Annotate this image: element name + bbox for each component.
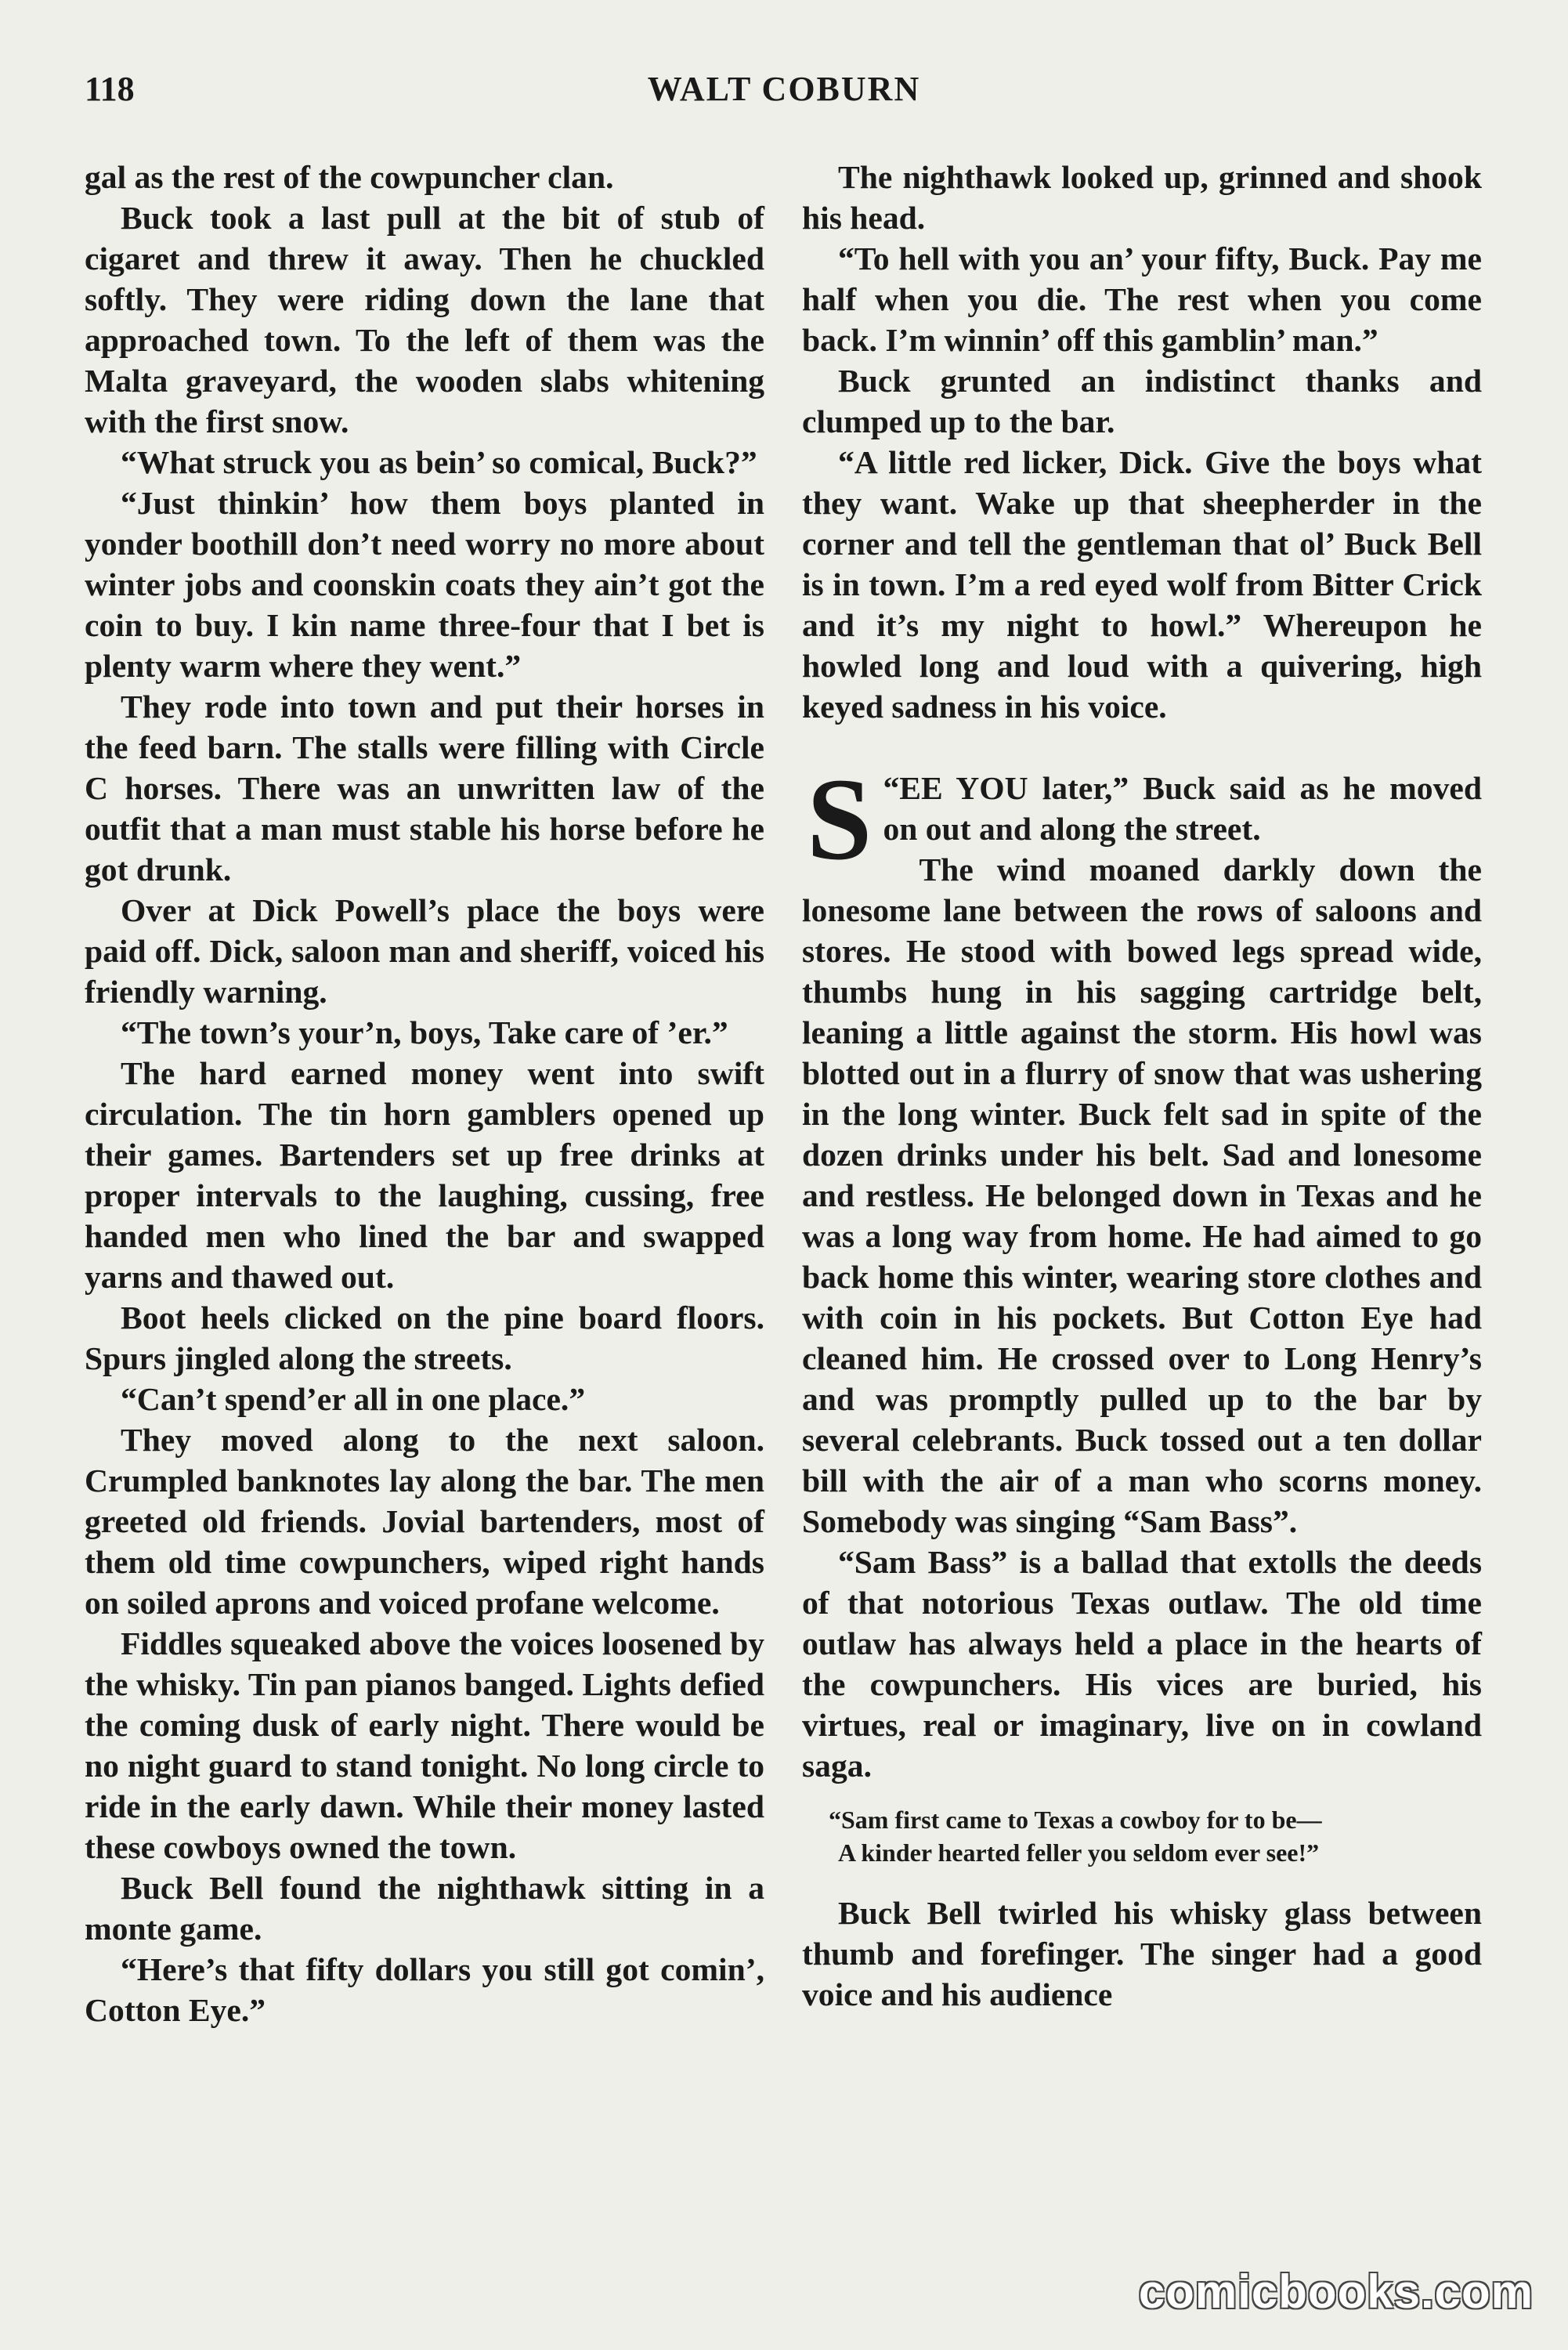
left-column [85, 157, 764, 2030]
dropcap-text: EE YOU later,” Buck said as he moved on out and along the street. [883, 770, 1482, 847]
paragraph: Buck Bell twirled his whisky glass between thumb and forefinger. The singer had a good voice and his audience [802, 1895, 1482, 2012]
dropcap-paragraph [802, 754, 1482, 884]
open-quote: “ [883, 770, 900, 806]
song-verse [802, 1803, 1482, 1869]
drop-cap: S [807, 754, 873, 884]
right-column [802, 157, 1482, 2015]
paragraph: “Sam Bass” is a ballad that extolls the deeds of that notorious Texas outlaw. The old time outlaw has always held a place in the hearts of the cowpunchers. His vices are buried, his virtues, real or imaginary, live on in cowland saga. [802, 1544, 1482, 1784]
watermark: comicbooks.com [1138, 2265, 1534, 2318]
paragraph: gal as the rest of the cowpuncher clan. [85, 159, 614, 195]
paragraph: “A little red licker, Dick. Give the boys what they want. Wake up that sheepherder in the corner and tell the gentleman that ol’ Buck Bell is in town. I’m a red eyed wolf from Bitter Crick and it’s my night to howl.” Whereupon he howled long and loud with a quivering, high keyed sadness in his voice. [802, 444, 1482, 725]
section-break [802, 727, 1482, 768]
paragraph: Buck grunted an indistinct thanks and clumped up to the bar. [802, 363, 1482, 439]
paragraph: “What struck you as bein’ so comical, Buck?” [121, 444, 757, 480]
paragraph: They moved along to the next saloon. Crumpled banknotes lay along the bar. The men greeted old friends. Jovial bartenders, most of them old time cowpunchers, wiped right hands on soiled aprons and voiced profane welcome. [85, 1422, 764, 1621]
paragraph: They rode into town and put their horses in the feed barn. The stalls were filling with Circle C horses. There was an unwritten law of the outfit that a man must stable his horse before he got drunk. [85, 689, 764, 888]
page-header [85, 69, 1483, 116]
paragraph: The wind moaned darkly down the lonesome lane between the rows of saloons and stores. He stood with bowed legs spread wide, thumbs hung in his sagging cartridge belt, leaning a little against the storm. His howl was blotted out in a flurry of snow that was ushering in the long winter. Buck felt sad in spite of the dozen drinks under his belt. Sad and lonesome and restless. He belonged down in Texas and he was a long way from home. He had aimed to go back home this winter, wearing store clothes and with coin in his pockets. But Cotton Eye had cleaned him. He crossed over to Long Henry’s and was promptly pulled up to the bar by several celebrants. Buck tossed out a ten dollar bill with the air of a man who scorns money. Somebody was singing “Sam Bass”. [802, 851, 1482, 1539]
running-head: WALT COBURN [647, 70, 921, 108]
paragraph: “Here’s that fifty dollars you still got comin’, Cotton Eye.” [85, 1951, 764, 2028]
paragraph: Buck Bell found the nighthawk sitting in a monte game. [85, 1870, 764, 1947]
paragraph: Buck took a last pull at the bit of stub of cigaret and threw it away. Then he chuckled softly. They were riding down the lane that approached town. To the left of them was the Malta graveyard, the wooden slabs whitening with the first snow. [85, 200, 764, 439]
paragraph: The hard earned money went into swift circulation. The tin horn gamblers opened up their games. Bartenders set up free drinks at proper intervals to the laughing, cussing, free handed men who lined the bar and swapped yarns and thawed out. [85, 1055, 764, 1295]
paragraph: “Can’t spend’er all in one place.” [121, 1381, 586, 1417]
paragraph: Over at Dick Powell’s place the boys were paid off. Dick, saloon man and sheriff, voiced his friendly warning. [85, 892, 764, 1010]
paragraph: “Just thinkin’ how them boys planted in yonder boothill don’t need worry no more about winter jobs and coonskin coats they ain’t got the coin to buy. I kin name three-four that I bet is plenty warm where they went.” [85, 485, 764, 684]
paragraph: “The town’s your’n, boys, Take care of ’er.” [121, 1014, 728, 1050]
paragraph: “To hell with you an’ your fifty, Buck. Pay me half when you die. The rest when you come back. I’m winnin’ off this gamblin’ man.” [802, 240, 1482, 358]
page-number: 118 [85, 70, 135, 108]
verse-line: A kinder hearted feller you seldom ever see!” [838, 1838, 1320, 1867]
paragraph: The nighthawk looked up, grinned and shook his head. [802, 159, 1482, 236]
verse-line: “Sam first came to Texas a cowboy for to be— [829, 1806, 1322, 1834]
paragraph: Boot heels clicked on the pine board floors. Spurs jingled along the streets. [85, 1300, 764, 1376]
paragraph: Fiddles squeaked above the voices loosened by the whisky. Tin pan pianos banged. Lights defied the coming dusk of early night. There would be no night guard to stand tonight. No long circle to ride in the early dawn. While their money lasted these cowboys owned the town. [85, 1625, 764, 1865]
